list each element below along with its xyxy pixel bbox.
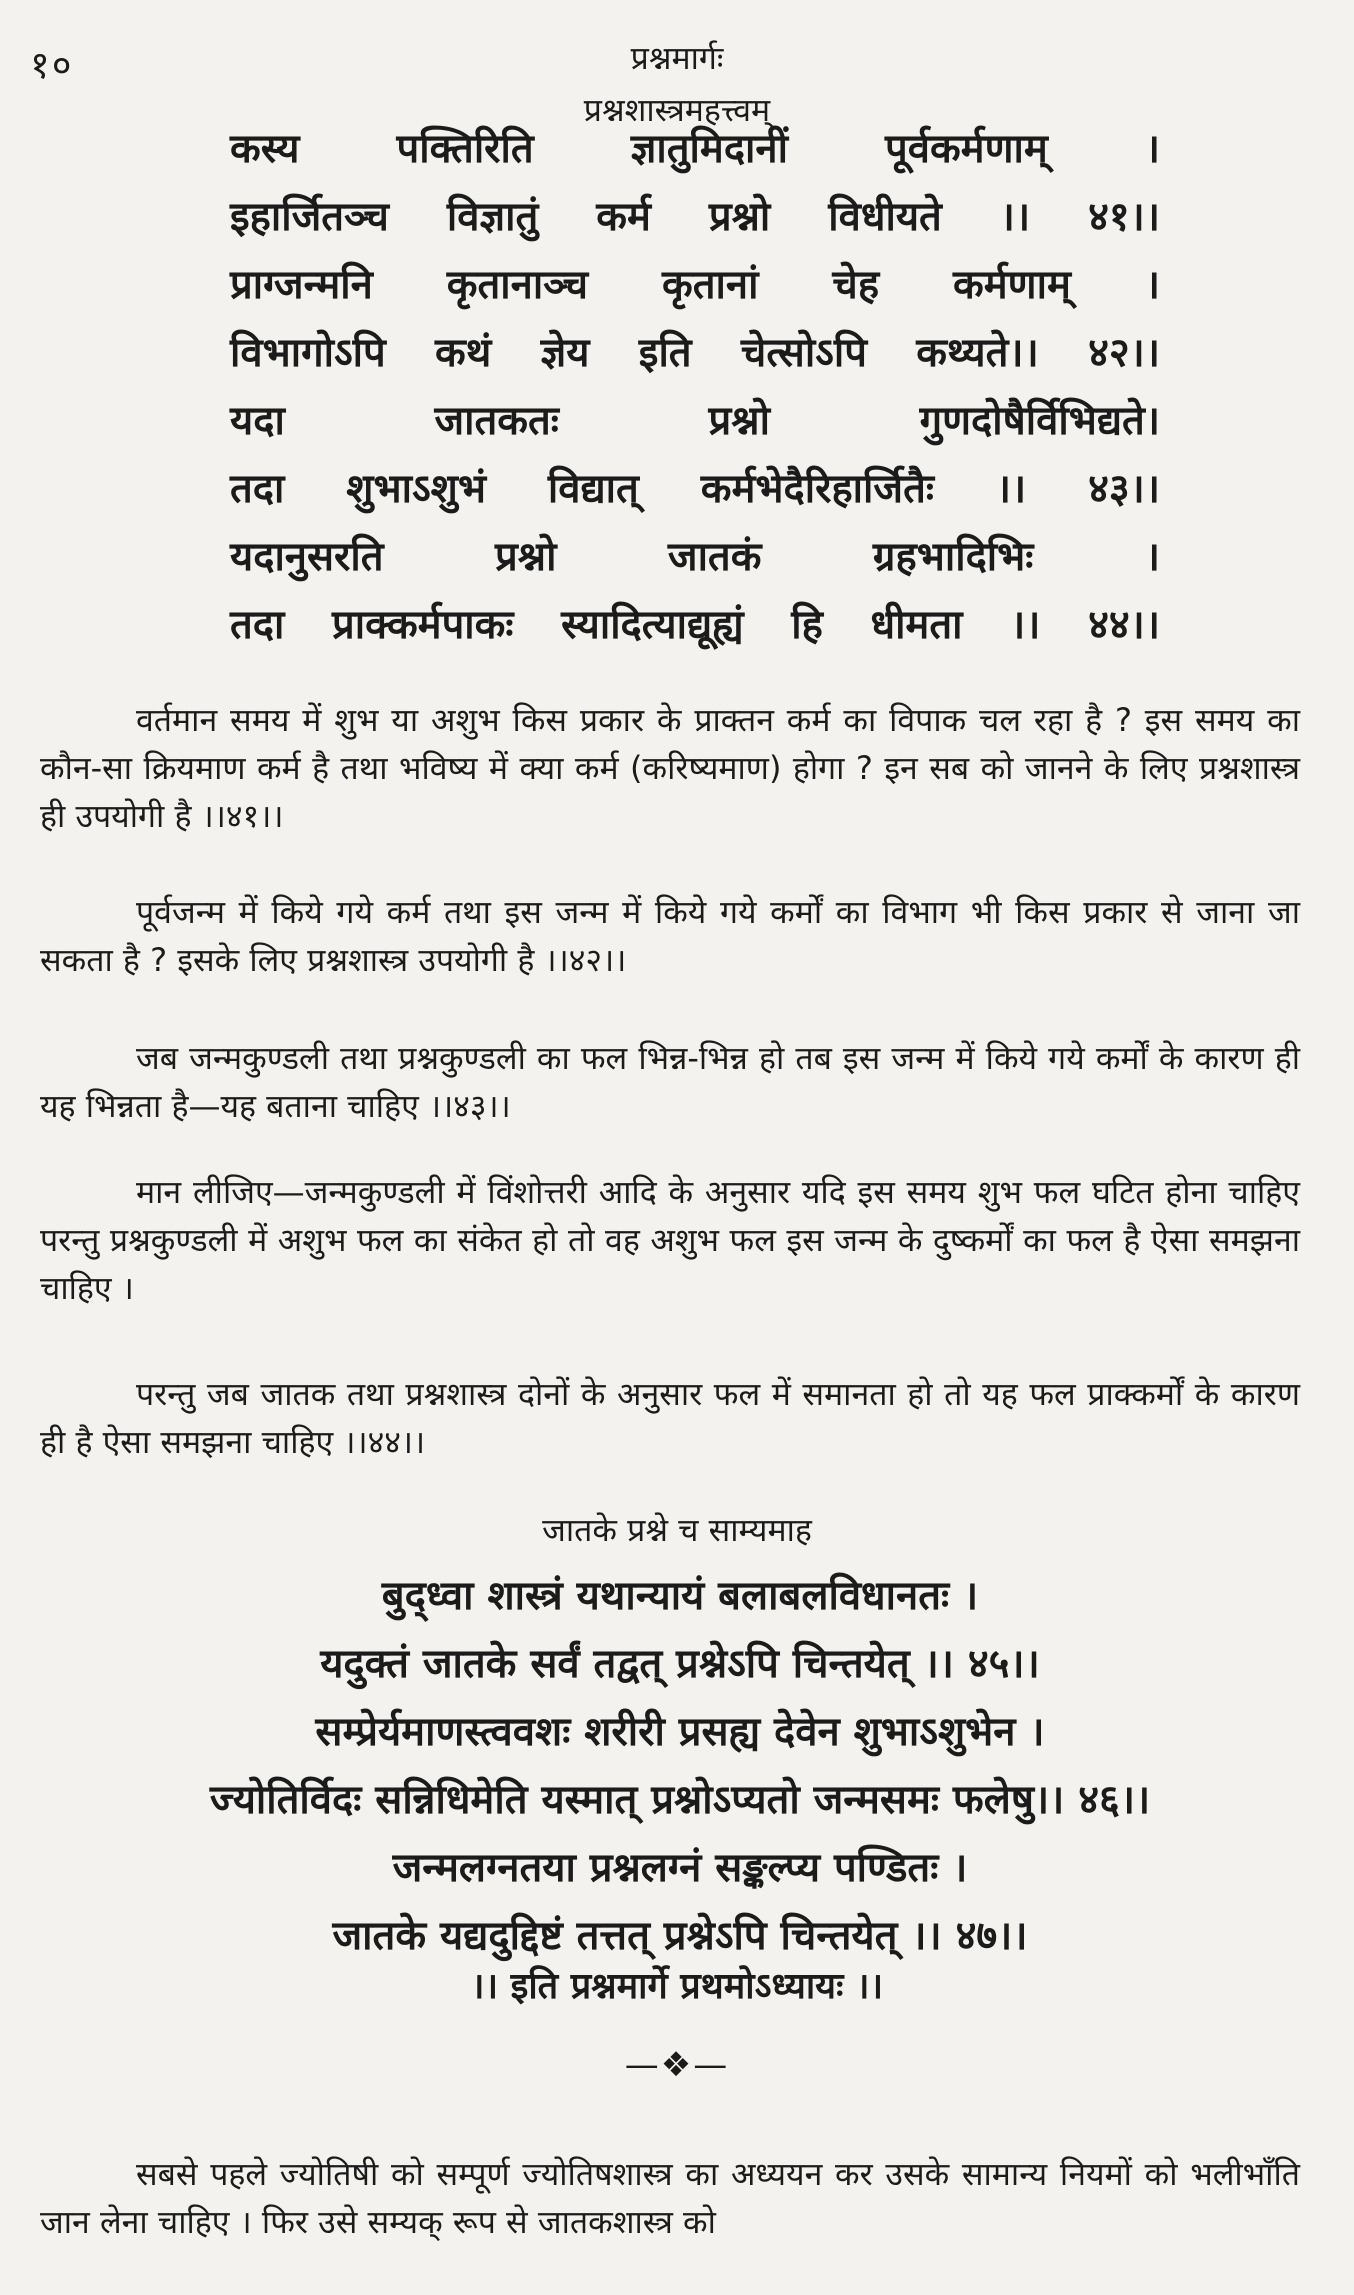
verse-block-2 [60,1562,1300,1970]
verse-line: इहार्जितञ्च विज्ञातुं कर्म प्रश्नो विधीयते ।। ४१।। [230,194,1160,240]
verse-line: विभागोऽपि कथं ज्ञेय इति चेत्सोऽपि कथ्यते।। ४२।। [230,330,1160,376]
ornament-divider: —❖— [624,2045,730,2085]
section-heading-importance: प्रश्नशास्त्रमहत्त्वम् [583,91,771,129]
verse-line: यदुक्तं जातके सर्वं तद्वत् प्रश्नेऽपि चिन्तयेत् ।। ४५।। [320,1641,1040,1687]
verse-line: ज्योतिर्विदः सन्निधिमेति यस्मात् प्रश्नोऽप्यतो जन्मसमः फलेषु।। ४६।। [209,1777,1151,1823]
commentary-paragraph: पूर्वजन्म में किये गये कर्म तथा इस जन्म में किये गये कर्मों का विभाग भी किस प्रकार से जाना जा सकता है ? इसके लिए प्रश्नशास्त्र उपयोगी है ।।४२।। [40,893,1300,979]
verse-line: कस्य पक्तिरिति ज्ञातुमिदानीं पूर्वकर्मणाम् । [230,126,1160,172]
page-number: १० [30,43,74,87]
verse-line: तदा शुभाऽशुभं विद्यात् कर्मभेदैरिहार्जितैः ।। ४३।। [230,466,1160,512]
verse-line: बुद्ध्वा शास्त्रं यथान्यायं बलाबलविधानतः । [381,1573,979,1619]
verse-block-1 [230,115,1160,659]
commentary-paragraph: जब जन्मकुण्डली तथा प्रश्नकुण्डली का फल भिन्न-भिन्न हो तब इस जन्म में किये गये कर्मों के कारण ही यह भिन्नता है—यह बताना चाहिए ।।४३।। [40,1039,1300,1125]
commentary-paragraph: परन्तु जब जातक तथा प्रश्नशास्त्र दोनों के अनुसार फल में समानता हो तो यह फल प्राक्कर्मों के कारण ही है ऐसा समझना चाहिए ।।४४।। [40,1375,1300,1461]
section-heading-similarity: जातके प्रश्ने च साम्यमाह [542,1511,812,1549]
commentary-paragraph: वर्तमान समय में शुभ या अशुभ किस प्रकार के प्राक्तन कर्म का विपाक चल रहा है ? इस समय का कौन-सा क्रियमाण कर्म है तथा भविष्य में क्या कर्म (करिष्यमाण) होगा ? इन सब को जानने के लिए प्रश्नशास्त्र ही उपयोगी है ।।४१।। [40,701,1300,835]
verse-line: सम्प्रेर्यमाणस्त्ववशः शरीरी प्रसह्य देवेन शुभाऽशुभेन । [315,1709,1045,1755]
verse-line: यदा जातकतः प्रश्नो गुणदोषैर्विभिद्यते। [230,398,1160,444]
verse-line: तदा प्राक्कर्मपाकः स्यादित्याद्यूह्यं हि धीमता ।। ४४।। [230,602,1160,648]
running-head: प्रश्नमार्गः [630,39,724,77]
verse-line: प्राग्जन्मनि कृतानाञ्च कृतानां चेह कर्मणाम् । [230,262,1160,308]
verse-line: जातके यद्यदुद्दिष्टं तत्तत् प्रश्नेऽपि चिन्तयेत् ।। ४७।। [332,1913,1028,1959]
verse-line: यदानुसरति प्रश्नो जातकं ग्रहभादिभिः । [230,534,1160,580]
commentary-paragraph: सबसे पहले ज्योतिषी को सम्पूर्ण ज्योतिषशास्त्र का अध्ययन कर उसके सामान्य नियमों को भलीभाँति जान लेना चाहिए । फिर उसे सम्यक् रूप से जातकशास्त्र को [40,2155,1300,2241]
chapter-colophon: ।। इति प्रश्नमार्गे प्रथमोऽध्यायः ।। [470,1966,884,2007]
commentary-paragraph: मान लीजिए—जन्मकुण्डली में विंशोत्तरी आदि के अनुसार यदि इस समय शुभ फल घटित होना चाहिए परन्तु प्रश्नकुण्डली में अशुभ फल का संकेत हो तो वह अशुभ फल इस जन्म के दुष्कर्मों का फल है ऐसा समझना चाहिए । [40,1173,1300,1307]
verse-line: जन्मलग्नतया प्रश्नलग्नं सङ्कल्प्य पण्डितः । [392,1845,968,1891]
